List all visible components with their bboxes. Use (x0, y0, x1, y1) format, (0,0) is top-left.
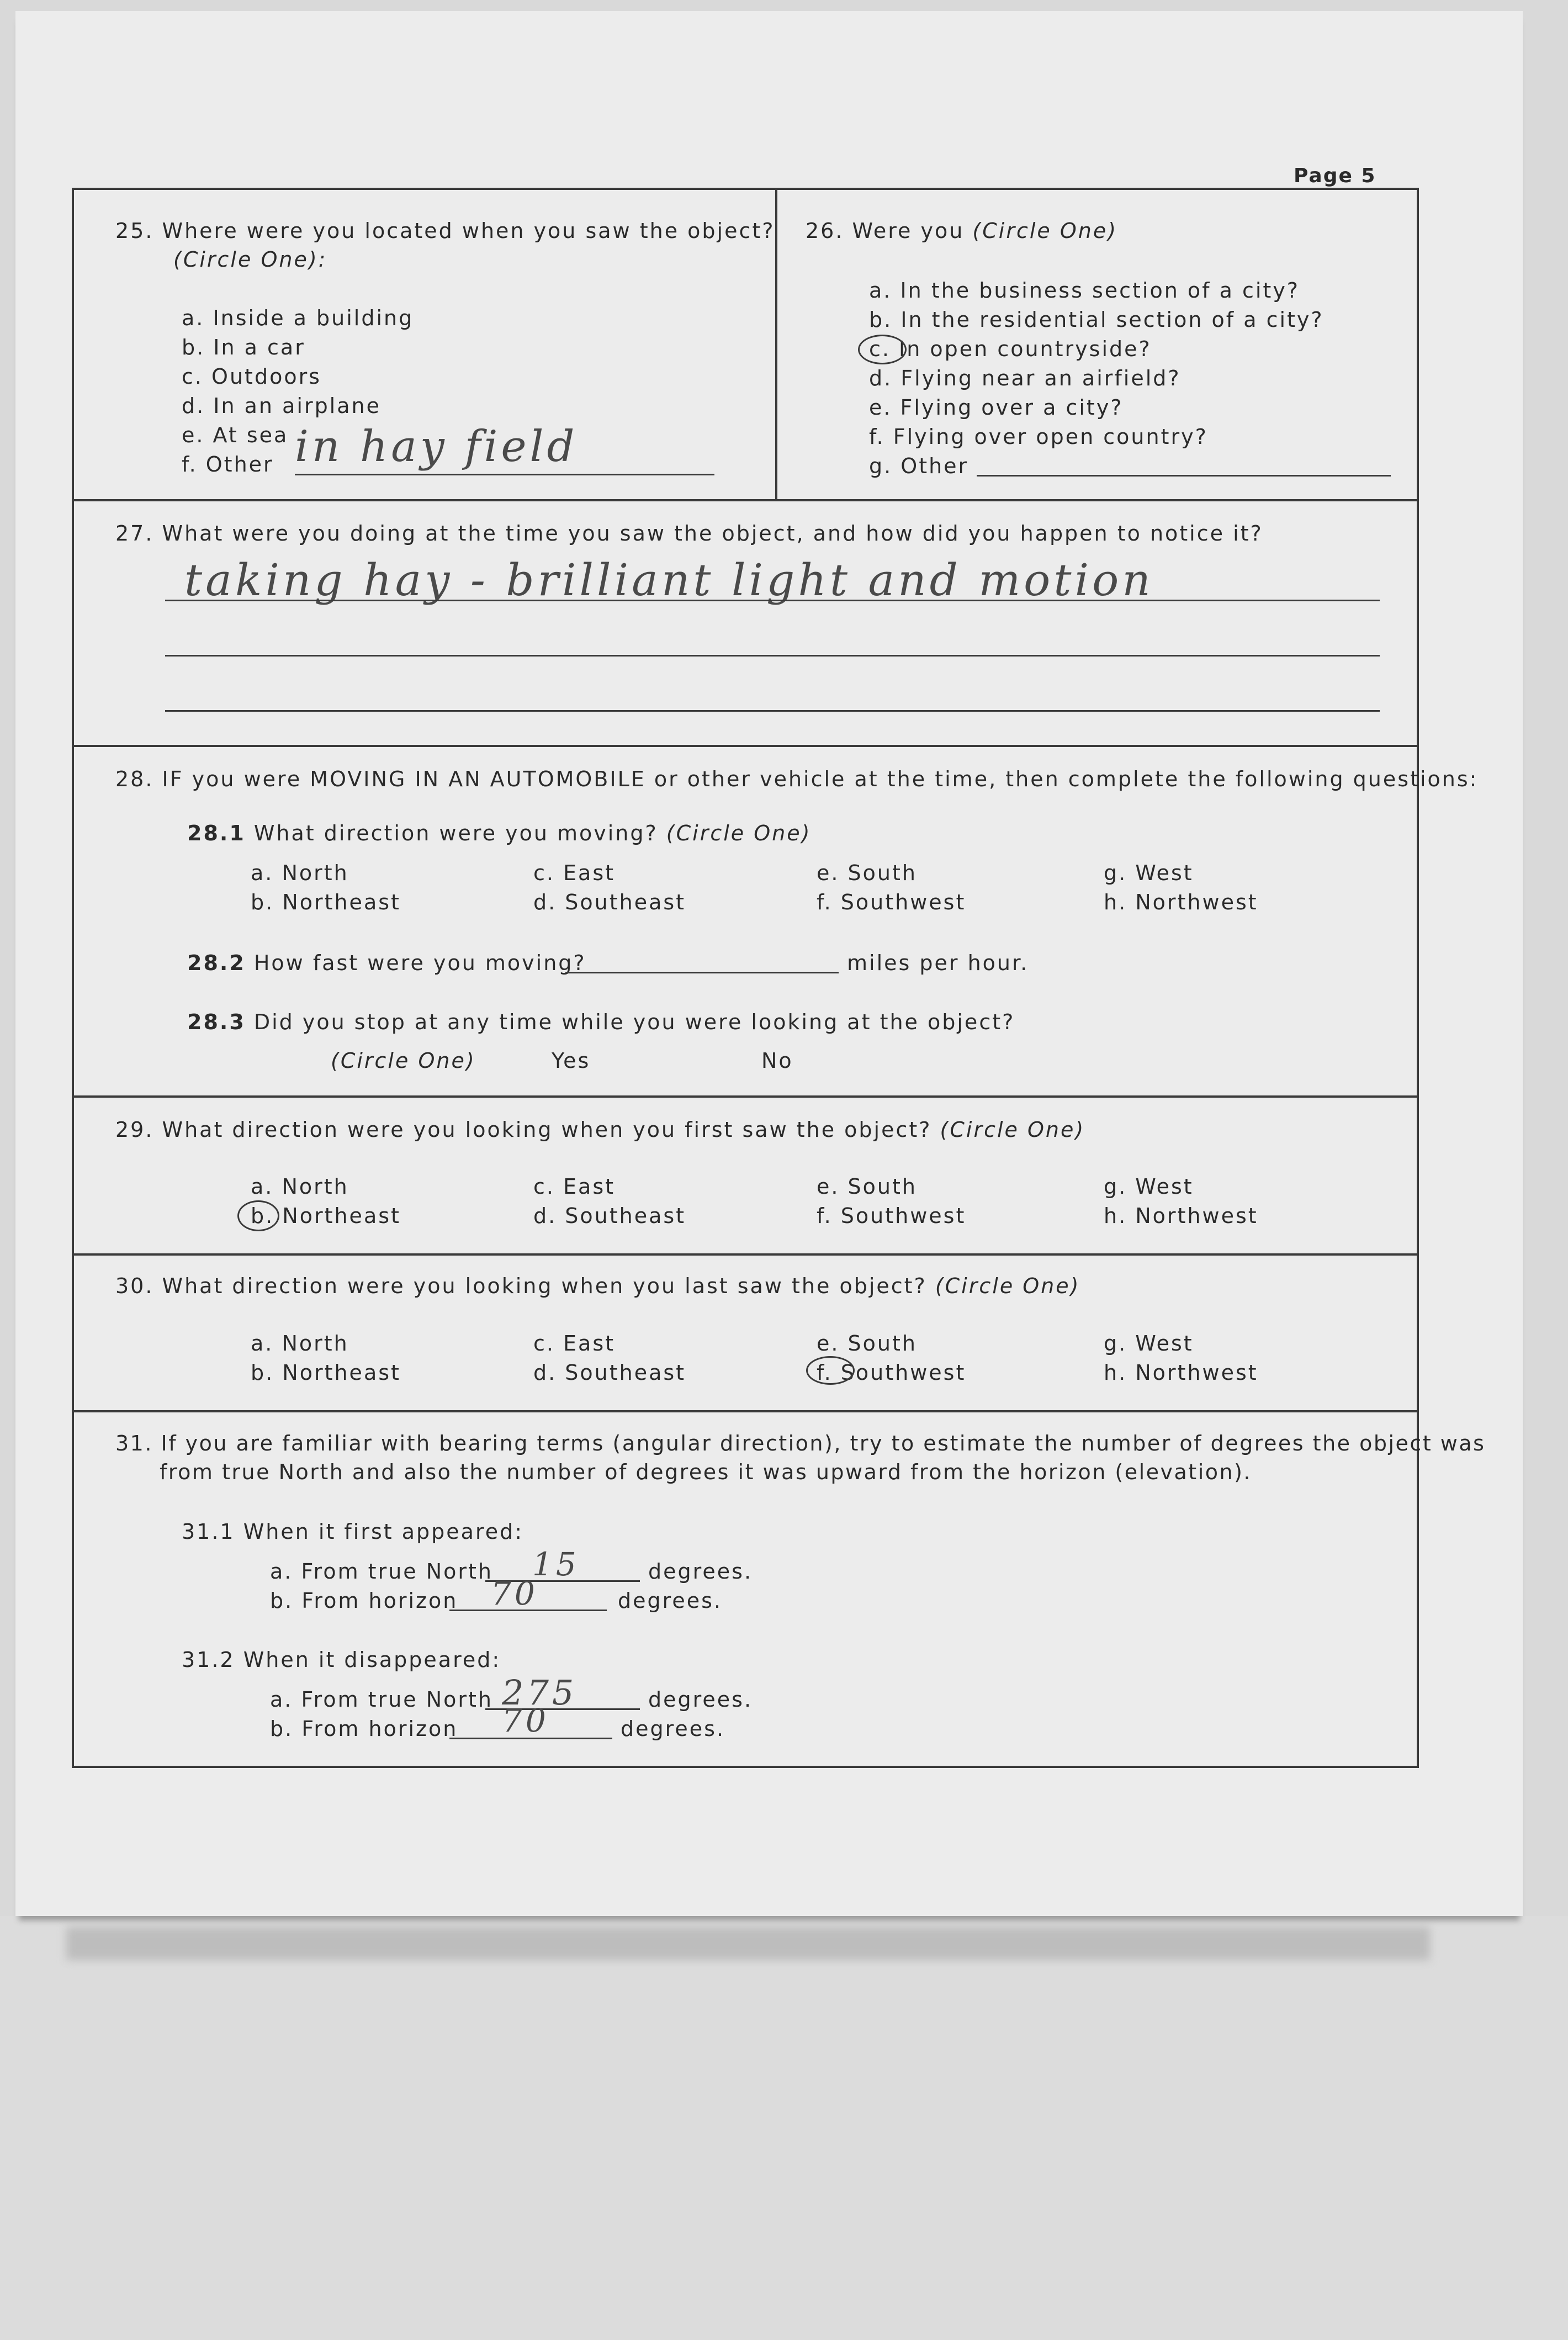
q28-1-option-h[interactable]: h. Northwest (1104, 890, 1258, 914)
q30-option-a[interactable]: a. North (251, 1331, 349, 1356)
q29-option-g[interactable]: g. West (1104, 1174, 1194, 1199)
q29-option-e[interactable]: e. South (817, 1174, 917, 1199)
q31-1-a-value[interactable]: 15 (532, 1545, 580, 1583)
q26-option-c[interactable]: c. In open countryside? (869, 337, 1152, 361)
q25-other-line (295, 474, 714, 475)
q31-1-a-label: a. From true North (270, 1559, 494, 1584)
q25-other-answer[interactable]: in hay field (295, 422, 578, 472)
q28-1-question: 28.1 What direction were you moving? (Circle One) (187, 821, 812, 845)
q27-line-2 (165, 655, 1380, 657)
q30-option-b[interactable]: b. Northeast (251, 1360, 401, 1385)
q31-2-b-value[interactable]: 70 (502, 1702, 549, 1739)
q30-option-h[interactable]: h. Northwest (1104, 1360, 1258, 1385)
q31-1-a-unit: degrees. (648, 1559, 753, 1584)
background-sheet (0, 1916, 1568, 2340)
q25-instruction: (Circle One): (173, 247, 327, 272)
q29-option-d[interactable]: d. Southeast (533, 1204, 686, 1228)
questionnaire-form (72, 188, 1486, 1768)
q30-option-f[interactable]: f. Southwest (817, 1360, 966, 1385)
q26-other-line (977, 475, 1391, 477)
q28-2-question: 28.2 How fast were you moving? (187, 951, 586, 975)
page-number: Page 5 (1294, 165, 1376, 187)
q28-3-instruction: (Circle One) (331, 1049, 476, 1073)
divider-row (74, 1253, 1417, 1256)
q27-line-3 (165, 710, 1380, 712)
divider-row (74, 1410, 1417, 1412)
q30-question: 30. What direction were you looking when you last saw the object? (Circle One) (115, 1274, 1080, 1298)
q26-option-f[interactable]: f. Flying over open country? (869, 425, 1208, 449)
q28-1-option-b[interactable]: b. Northeast (251, 890, 401, 914)
q27-answer[interactable]: taking hay - brilliant light and motion (184, 554, 1154, 606)
q31-question-line-1: 31. If you are familiar with bearing terms (angular direction), try to estimate the number of degrees the object was (115, 1431, 1486, 1455)
q30-circle-mark (806, 1356, 855, 1385)
q25-option-e[interactable]: e. At sea (182, 423, 289, 447)
q26-question: 26. Were you (Circle One) (806, 219, 1118, 243)
q27-question: 27. What were you doing at the time you saw the object, and how did you happen to notice it? (115, 521, 1263, 546)
q28-question: 28. IF you were MOVING IN AN AUTOMOBILE or other vehicle at the time, then complete the following questions: (115, 767, 1479, 791)
q31-1-label: 31.1 When it first appeared: (182, 1520, 524, 1544)
q28-3-no[interactable]: No (761, 1049, 793, 1073)
q28-1-option-d[interactable]: d. Southeast (533, 890, 686, 914)
q30-option-d[interactable]: d. Southeast (533, 1360, 686, 1385)
q25-option-f[interactable]: f. Other (182, 452, 274, 477)
q25-option-c[interactable]: c. Outdoors (182, 364, 321, 389)
q28-1-option-g[interactable]: g. West (1104, 861, 1194, 885)
q31-1-b-value[interactable]: 70 (491, 1575, 538, 1612)
q26-option-b[interactable]: b. In the residential section of a city? (869, 308, 1324, 332)
q28-1-option-e[interactable]: e. South (817, 861, 917, 885)
q30-option-e[interactable]: e. South (817, 1331, 917, 1356)
q31-2-b-unit: degrees. (621, 1717, 725, 1741)
q27-line-1 (165, 600, 1380, 601)
q25-option-a[interactable]: a. Inside a building (182, 306, 414, 330)
q26-option-a[interactable]: a. In the business section of a city? (869, 278, 1300, 303)
q31-1-b-label: b. From horizon (270, 1589, 458, 1613)
divider-row (74, 745, 1417, 747)
q29-option-c[interactable]: c. East (533, 1174, 616, 1199)
q31-2-a-value[interactable]: 275 (502, 1672, 578, 1713)
q29-option-h[interactable]: h. Northwest (1104, 1204, 1258, 1228)
q28-3-yes[interactable]: Yes (552, 1049, 591, 1073)
q29-circle-mark (237, 1200, 279, 1231)
q28-2-unit: miles per hour. (847, 951, 1029, 975)
q31-1-b-unit: degrees. (618, 1589, 723, 1613)
q28-2-speed-field[interactable] (565, 972, 839, 973)
q30-option-g[interactable]: g. West (1104, 1331, 1194, 1356)
q31-2-label: 31.2 When it disappeared: (182, 1648, 501, 1672)
q31-2-a-unit: degrees. (648, 1687, 753, 1712)
page-shadow (66, 1927, 1430, 1960)
q25-option-b[interactable]: b. In a car (182, 335, 305, 359)
q26-option-d[interactable]: d. Flying near an airfield? (869, 366, 1181, 390)
divider-row (74, 1095, 1417, 1098)
q26-option-g[interactable]: g. Other (869, 454, 969, 478)
q25-question: 25. Where were you located when you saw the object? (115, 219, 775, 243)
q29-option-a[interactable]: a. North (251, 1174, 349, 1199)
q31-2-b-label: b. From horizon (270, 1717, 458, 1741)
divider-row (74, 499, 1417, 501)
q26-option-e[interactable]: e. Flying over a city? (869, 395, 1124, 420)
q31-2-a-label: a. From true North (270, 1687, 494, 1712)
q26-circle-mark (858, 335, 907, 364)
q28-1-option-a[interactable]: a. North (251, 861, 349, 885)
q29-option-b[interactable]: b. Northeast (251, 1204, 401, 1228)
q28-3-question: 28.3 Did you stop at any time while you were looking at the object? (187, 1010, 1015, 1034)
q31-question-line-2: from true North and also the number of degrees it was upward from the horizon (elevation). (160, 1460, 1252, 1484)
divider-25-26 (775, 190, 777, 499)
q28-1-option-f[interactable]: f. Southwest (817, 890, 966, 914)
q29-option-f[interactable]: f. Southwest (817, 1204, 966, 1228)
q30-option-c[interactable]: c. East (533, 1331, 616, 1356)
q28-1-option-c[interactable]: c. East (533, 861, 616, 885)
q25-option-d[interactable]: d. In an airplane (182, 394, 381, 418)
q29-question: 29. What direction were you looking when you first saw the object? (Circle One) (115, 1118, 1085, 1142)
